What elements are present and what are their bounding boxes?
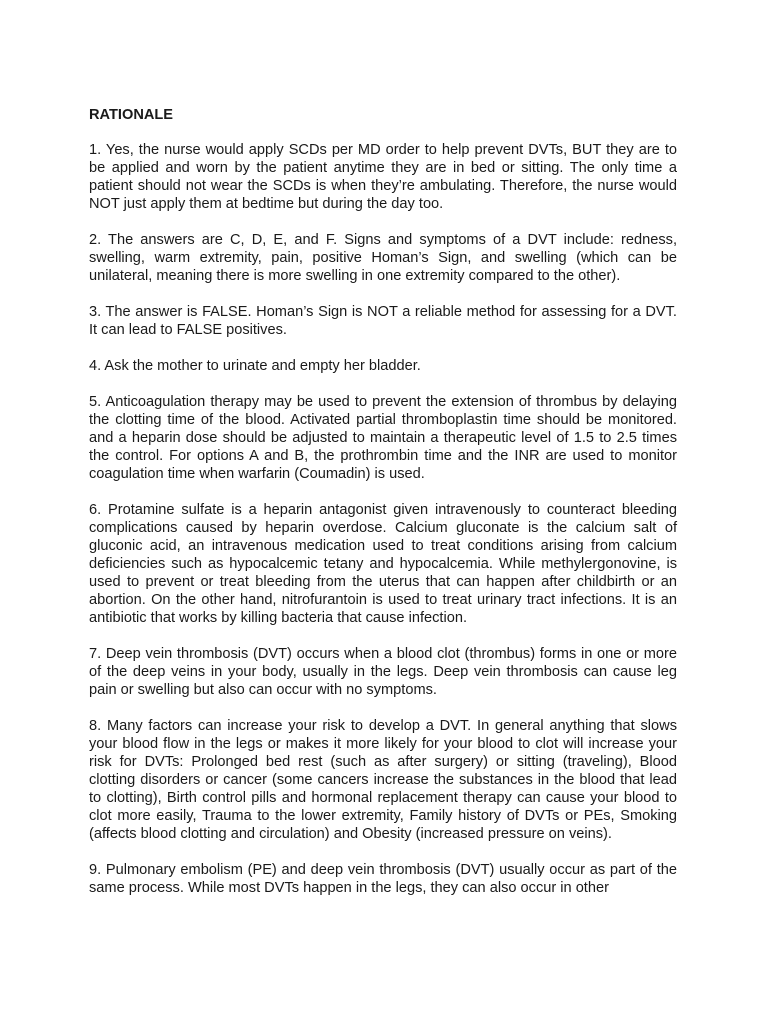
rationale-item-7: 7. Deep vein thrombosis (DVT) occurs when a blood clot (thrombus) forms in one or more of the deep veins in your body, usually in the legs. Deep vein thrombosis can cause leg pain or swelling but also can occur with no symptoms. xyxy=(89,646,677,698)
rationale-item-9: 9. Pulmonary embolism (PE) and deep vein thrombosis (DVT) usually occur as part of the same process. While most DVTs happen in the legs, they can also occur in other xyxy=(89,862,677,896)
document-page xyxy=(89,106,677,915)
rationale-item-8: 8. Many factors can increase your risk to develop a DVT. In general anything that slows your blood flow in the legs or makes it more likely for your blood to clot will increase your risk for DVTs: Prolonged bed rest (such as after surgery) or sitting (traveling), Blood clotting disorders or cancer (some cancers increase the substances in the blood that lead to clotting), Birth control pills and hormonal replacement therapy can cause your blood to clot more easily, Trauma to the lower extremity, Family history of DVTs or PEs, Smoking (affects blood clotting and circulation) and Obesity (increased pressure on veins). xyxy=(89,718,677,842)
rationale-item-2: 2. The answers are C, D, E, and F. Signs and symptoms of a DVT include: redness, swelling, warm extremity, pain, positive Homan’s Sign, and swelling (which can be unilateral, meaning there is more swelling in one extremity compared to the other). xyxy=(89,232,677,284)
rationale-item-3: 3. The answer is FALSE. Homan’s Sign is NOT a reliable method for assessing for a DVT. It can lead to FALSE positives. xyxy=(89,304,677,338)
rationale-item-5: 5. Anticoagulation therapy may be used to prevent the extension of thrombus by delaying the clotting time of the blood. Activated partial thromboplastin time should be monitored. and a heparin dose should be adjusted to maintain a therapeutic level of 1.5 to 2.5 times the control. For options A and B, the prothrombin time and the INR are used to monitor coagulation time when warfarin (Coumadin) is used. xyxy=(89,394,677,482)
rationale-item-4: 4. Ask the mother to urinate and empty her bladder. xyxy=(89,358,421,374)
rationale-item-6: 6. Protamine sulfate is a heparin antagonist given intravenously to counteract bleeding complications caused by heparin overdose. Calcium gluconate is the calcium salt of gluconic acid, an intravenous medication used to treat conditions arising from calcium deficiencies such as hypocalcemic tetany and hypocalcemia. While methylergonovine, is used to prevent or treat bleeding from the uterus that can happen after childbirth or an abortion. On the other hand, nitrofurantoin is used to treat urinary tract infections. It is an antibiotic that works by killing bacteria that cause infection. xyxy=(89,502,677,626)
rationale-item-1: 1. Yes, the nurse would apply SCDs per MD order to help prevent DVTs, BUT they are to be applied and worn by the patient anytime they are in bed or sitting. The only time a patient should not wear the SCDs is when they’re ambulating. Therefore, the nurse would NOT just apply them at bedtime but during the day too. xyxy=(89,142,677,212)
rationale-heading: RATIONALE xyxy=(89,107,174,123)
